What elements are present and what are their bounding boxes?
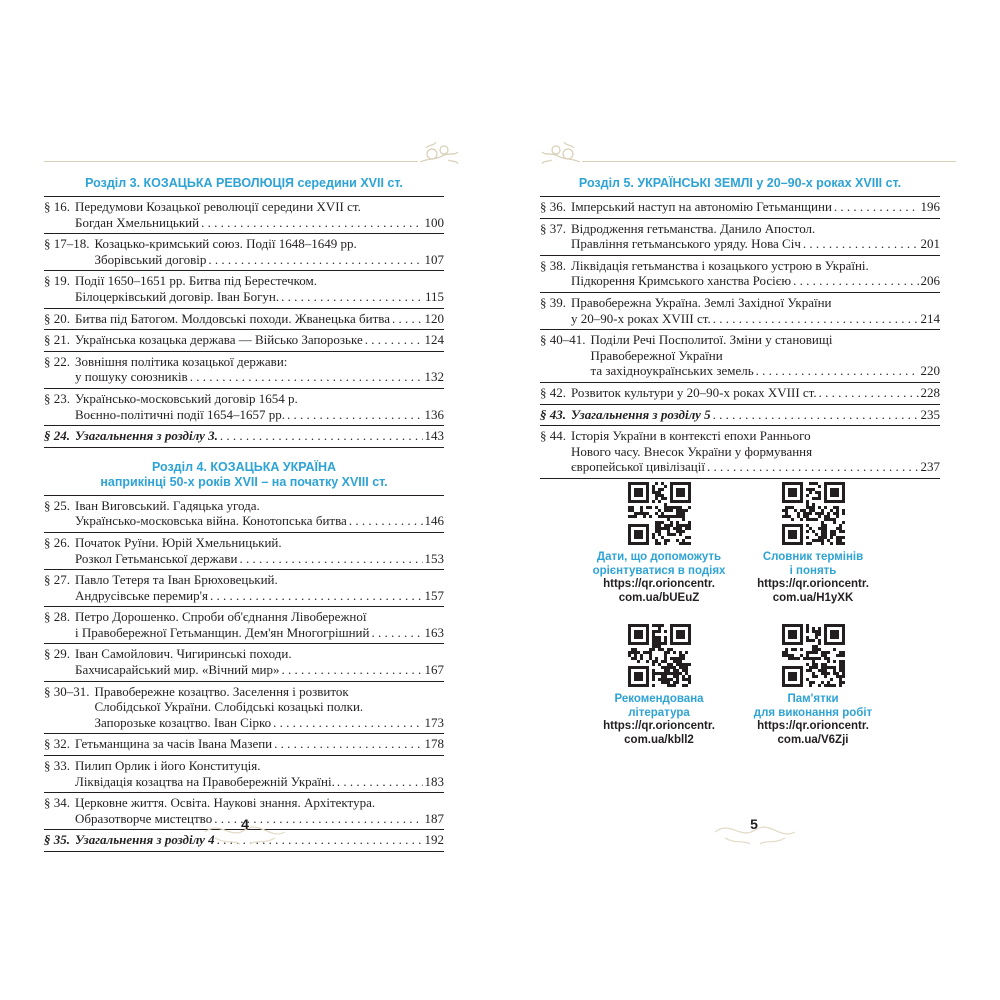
entry-line: Іван Виговський. Гадяцька угода. [75, 497, 260, 513]
section-3 [44, 176, 444, 448]
entry-title: Білоцерківський договір. Іван Богун. [75, 288, 280, 304]
qr-caption-line: орієнтуватися в подіях [592, 564, 726, 577]
paragraph-number: § 26. [44, 534, 70, 550]
dot-leader [713, 407, 919, 423]
qr-caption-line: Пам'ятки [787, 693, 839, 705]
section-title [44, 460, 444, 490]
page-ref: 183 [424, 773, 444, 789]
page-ref: 237 [920, 459, 940, 475]
paragraph-number: § 35. [44, 832, 70, 848]
qr-caption-line: Дати, що допоможуть [596, 551, 722, 563]
entry-last-line [571, 273, 940, 289]
page-ref: 153 [424, 550, 444, 566]
entry-line: Історія України в контексті епохи Раннього [571, 428, 811, 444]
paragraph-number: § 21. [44, 332, 70, 348]
entry-text [75, 646, 444, 677]
top-rule-right [582, 161, 956, 162]
qr-code-icon[interactable] [782, 624, 845, 687]
dot-leader [349, 513, 423, 529]
entry-text [75, 572, 444, 603]
entry-title: Андрусівське перемир'я [75, 587, 208, 603]
entry-title: Українська козацька держава — Військо Запорозьке [75, 332, 363, 348]
dot-leader [274, 736, 422, 752]
entry-title: у пошуку союзників [75, 369, 188, 385]
qr-card[interactable] [738, 624, 888, 747]
section-5 [540, 176, 940, 479]
entry-text [75, 354, 444, 385]
entry-text [75, 535, 444, 566]
dot-leader [287, 407, 422, 423]
qr-caption [738, 551, 888, 578]
paragraph-number: § 29. [44, 646, 70, 662]
toc-entry [44, 270, 444, 307]
entry-title: європейської цивілізації [571, 459, 705, 475]
paragraph-number: § 24. [44, 428, 70, 444]
page-number: 5 [750, 816, 758, 832]
entry-line: Передумови Козацької революції середини XVII ст. [75, 199, 361, 214]
entry-title: Богдан Хмельницький [75, 214, 200, 230]
paragraph-number: § 27. [44, 572, 70, 588]
dot-leader [756, 363, 919, 379]
entry-title: Гетьманщина за часів Івана Мазепи [75, 736, 273, 752]
qr-url-line: com.ua/kbll2 [624, 733, 694, 746]
paragraph-number: § 16. [44, 199, 70, 214]
page-ref: 173 [424, 714, 444, 730]
qr-caption [738, 693, 888, 720]
qr-code-icon[interactable] [628, 624, 691, 687]
paragraph-number: § 20. [44, 310, 70, 326]
entry-last-line [571, 459, 940, 475]
toc-entry [44, 733, 444, 755]
qr-card[interactable] [584, 482, 734, 605]
paragraph-number: § 19. [44, 273, 70, 289]
entry-text [95, 684, 445, 731]
entry-line: Правобережне козацтво. Заселення і розвиток [94, 683, 349, 699]
qr-caption-line: і понять [789, 564, 837, 577]
toc-entry [44, 196, 444, 233]
entry-title: Битва під Батогом. Молдовські походи. Жванецька битва [75, 310, 390, 326]
paragraph-number: § 32. [44, 736, 70, 752]
toc-entry [540, 404, 940, 426]
entry-line: Іван Самойлович. Чигиринські походи. [75, 646, 292, 662]
paragraph-number: § 44. [540, 428, 566, 444]
qr-url-line: https://qr.orioncentr. [757, 578, 869, 590]
page-ref: 124 [424, 332, 444, 348]
paragraph-number: § 33. [44, 758, 70, 774]
qr-code-icon[interactable] [628, 482, 691, 545]
qr-card[interactable] [738, 482, 888, 605]
page-ref: 120 [424, 310, 444, 326]
page-ref: 178 [424, 736, 444, 752]
entry-text [75, 609, 444, 640]
entry-text [75, 273, 444, 304]
entry-text [75, 391, 444, 422]
page-ref: 143 [424, 428, 444, 444]
floral-ornament-icon [418, 138, 460, 168]
paragraph-number: § 28. [44, 609, 70, 625]
qr-url-line: https://qr.orioncentr. [603, 720, 715, 732]
entry-line: Павло Тетеря та Іван Брюховецький. [75, 572, 278, 588]
entry-line: Відродження гетьманства. Данило Апостол. [571, 220, 816, 236]
dot-leader [210, 588, 423, 604]
entry-title: Підкорення Кримського ханства Росією [571, 273, 792, 289]
dot-leader [208, 252, 422, 268]
page-ref: 206 [920, 273, 940, 289]
toc-entry [44, 569, 444, 606]
paragraph-number: § 40–41. [540, 332, 586, 348]
qr-card[interactable] [584, 624, 734, 747]
dot-leader [392, 311, 423, 327]
paragraph-number: § 43. [540, 406, 566, 422]
paragraph-number: § 22. [44, 353, 70, 369]
entry-last-line [571, 407, 940, 423]
entry-text [75, 199, 444, 230]
entry-title: Узагальнення з розділу 4 [75, 832, 215, 848]
toc-entry [44, 681, 444, 734]
page-ref: 214 [920, 310, 940, 326]
entry-last-line [591, 363, 941, 379]
dot-leader [819, 385, 919, 401]
entry-last-line [571, 236, 940, 252]
entry-text [75, 428, 444, 444]
dot-leader [713, 311, 919, 327]
toc-list [44, 196, 444, 448]
toc-entry [44, 606, 444, 643]
toc-list [540, 196, 940, 479]
toc-entry [44, 643, 444, 680]
toc-entry [44, 308, 444, 330]
page-ref: 167 [424, 662, 444, 678]
entry-text [75, 758, 444, 789]
paragraph-number: § 37. [540, 220, 566, 236]
entry-text [571, 258, 940, 289]
qr-url[interactable] [738, 720, 888, 747]
entry-title: Правління гетьманського уряду. Нова Січ [571, 236, 801, 252]
dot-leader [365, 332, 423, 348]
entry-last-line [75, 428, 444, 444]
entry-last-line [75, 774, 444, 790]
entry-last-line [95, 715, 445, 731]
page-ref: 100 [424, 214, 444, 230]
qr-caption-line: Словник термінів [762, 551, 864, 563]
entry-text [75, 736, 444, 752]
entry-line: Правобережної України [590, 347, 723, 363]
qr-url[interactable] [584, 720, 734, 747]
entry-title: і Правобережної Гетьманщин. Дем'ян Многогрішний [75, 624, 370, 640]
toc-entry [44, 329, 444, 351]
dot-leader [190, 369, 423, 385]
entry-title: та західноукраїнських земель [590, 363, 754, 379]
toc-entry [540, 196, 940, 218]
dot-leader [281, 289, 423, 305]
entry-last-line [75, 369, 444, 385]
paragraph-number: § 38. [540, 257, 566, 273]
qr-caption-line: література [628, 706, 690, 719]
entry-last-line [75, 588, 444, 604]
page-ref: 146 [424, 513, 444, 529]
entry-last-line [75, 662, 444, 678]
qr-url-line: com.ua/bUEuZ [618, 591, 700, 604]
entry-line: Зовнішня політика козацької держави: [75, 353, 288, 369]
dot-leader [282, 662, 423, 678]
qr-url-line: https://qr.orioncentr. [603, 578, 715, 590]
entry-title: Розвиток культури у 20–90-х роках XVIII ст. [571, 384, 817, 400]
qr-caption [584, 693, 734, 720]
entry-line: Українсько-московський договір 1654 р. [75, 390, 298, 406]
entry-line: Події 1650–1651 рр. Битва під Берестечком. [75, 273, 318, 289]
page-ref: 192 [424, 832, 444, 848]
dot-leader [803, 236, 919, 252]
qr-url[interactable] [584, 578, 734, 605]
toc-entry [44, 388, 444, 425]
entry-last-line [571, 199, 940, 215]
entry-line: Початок Руїни. Юрій Хмельницький. [75, 534, 282, 550]
entry-last-line [75, 332, 444, 348]
floral-ornament-icon [540, 138, 582, 168]
paragraph-number: § 30–31. [44, 683, 90, 699]
page-ref: 228 [920, 384, 940, 400]
entry-text [571, 385, 940, 401]
qr-caption-line: для виконання робіт [753, 706, 873, 719]
dot-leader [793, 273, 918, 289]
entry-last-line [75, 736, 444, 752]
page-ref: 132 [424, 369, 444, 385]
entry-text [95, 236, 445, 267]
paragraph-number: § 17–18. [44, 236, 90, 252]
entry-line: Слобідської України. Слобідські козацькі полки. [94, 699, 364, 715]
entry-title: Воєнно-політичні події 1654–1657 рр. [75, 406, 286, 422]
entry-text [571, 428, 940, 475]
entry-title: Образотворче мистецтво [75, 810, 213, 826]
entry-last-line [571, 311, 940, 327]
entry-title: у 20–90-х роках XVIII ст. [571, 310, 711, 326]
entry-last-line [75, 311, 444, 327]
entry-last-line [75, 513, 444, 529]
entry-text [571, 407, 940, 423]
entry-title: Розкол Гетьманської держави [75, 550, 238, 566]
dot-leader [201, 215, 422, 231]
entry-title: Зборівський договір [94, 251, 207, 267]
entry-line: Козацько-кримський союз. Події 1648–1649 рр. [94, 236, 357, 252]
qr-url-line: com.ua/V6Zji [777, 733, 849, 746]
section-title: Розділ 3. КОЗАЦЬКА РЕВОЛЮЦІЯ середини XVII ст. [85, 176, 403, 190]
entry-title: Запорозьке козацтво. Іван Сірко [94, 714, 272, 730]
page-ref: 107 [424, 251, 444, 267]
dot-leader [239, 551, 422, 567]
right-page [540, 176, 940, 487]
toc-entry [540, 329, 940, 382]
entry-line: Поділи Речі Посполитої. Зміни у становищі [590, 332, 833, 348]
page-ref: 187 [424, 810, 444, 826]
entry-last-line [75, 289, 444, 305]
paragraph-number: § 36. [540, 199, 566, 214]
toc-entry [44, 351, 444, 388]
entry-line: Ліквідація гетьманства і козацького устрою в Україні. [571, 257, 869, 273]
entry-text [571, 221, 940, 252]
page-ref: 157 [424, 587, 444, 603]
entry-line: Правобережна Україна. Землі Західної України [571, 294, 832, 310]
section-4 [44, 460, 444, 852]
paragraph-number: § 34. [44, 795, 70, 811]
page-ref: 163 [424, 624, 444, 640]
entry-line: Петро Дорошенко. Спроби об'єднання Лівобережної [75, 609, 367, 625]
dot-leader [371, 625, 422, 641]
left-page [44, 176, 444, 860]
toc-entry [44, 425, 444, 447]
section-subtitle-line: наприкінці 50-х років XVII – на початку XVIII ст. [100, 474, 388, 489]
toc-entry [44, 755, 444, 792]
toc-entry [540, 425, 940, 478]
dot-leader [337, 774, 423, 790]
entry-last-line [75, 625, 444, 641]
toc-entry [540, 382, 940, 404]
entry-last-line [75, 215, 444, 231]
page-ref: 136 [424, 406, 444, 422]
entry-last-line [95, 252, 445, 268]
entry-title: Узагальнення з розділу 3. [75, 428, 218, 444]
entry-line: Церковне життя. Освіта. Наукові знання. Архітектура. [75, 795, 376, 811]
entry-title: Імперський наступ на автономію Гетьманщини [571, 199, 832, 214]
entry-title: Бахчисарайський мир. «Вічний мир» [75, 662, 280, 678]
dot-leader [273, 715, 422, 731]
entry-title: Українсько-московська війна. Конотопська битва [75, 513, 347, 529]
entry-title: Узагальнення з розділу 5 [571, 406, 711, 422]
qr-url-line: https://qr.orioncentr. [757, 720, 869, 732]
entry-text [75, 332, 444, 348]
toc-entry [44, 495, 444, 532]
qr-caption-line: Рекомендована [614, 693, 704, 705]
section-title: Розділ 5. УКРАЇНСЬКІ ЗЕМЛІ у 20–90-х роках XVIII ст. [578, 176, 902, 190]
entry-last-line [75, 551, 444, 567]
toc-entry [44, 233, 444, 270]
entry-text [75, 498, 444, 529]
page-number: 4 [241, 816, 249, 832]
paragraph-number: § 25. [44, 497, 70, 513]
qr-url[interactable] [738, 578, 888, 605]
toc-list [44, 495, 444, 852]
dot-leader [834, 199, 919, 215]
qr-url-line: com.ua/H1yXK [772, 591, 854, 604]
entry-text [571, 199, 940, 215]
page-ref: 220 [920, 363, 940, 379]
paragraph-number: § 39. [540, 294, 566, 310]
page-ref: 115 [424, 288, 444, 304]
page-ref: 201 [920, 236, 940, 252]
toc-entry [44, 532, 444, 569]
section-title-line: Розділ 4. КОЗАЦЬКА УКРАЇНА [151, 459, 337, 474]
qr-code-icon[interactable] [782, 482, 845, 545]
entry-text [75, 311, 444, 327]
entry-line: Нового часу. Внесок України у формування [571, 443, 813, 459]
entry-line: Пилип Орлик і його Конституція. [75, 758, 261, 774]
toc-entry [540, 292, 940, 329]
page-ref: 235 [920, 406, 940, 422]
toc-entry [540, 218, 940, 255]
paragraph-number: § 42. [540, 384, 566, 400]
entry-text [571, 295, 940, 326]
entry-last-line [571, 385, 940, 401]
top-rule-left [44, 161, 418, 162]
paragraph-number: § 23. [44, 390, 70, 406]
qr-caption [584, 551, 734, 578]
dot-leader [707, 459, 919, 475]
entry-title: Ліквідація козацтва на Правобережній Україні. [75, 773, 335, 789]
page-ref: 196 [920, 199, 940, 214]
entry-last-line [75, 407, 444, 423]
dot-leader [220, 428, 423, 444]
toc-entry [540, 255, 940, 292]
entry-text [591, 332, 941, 379]
